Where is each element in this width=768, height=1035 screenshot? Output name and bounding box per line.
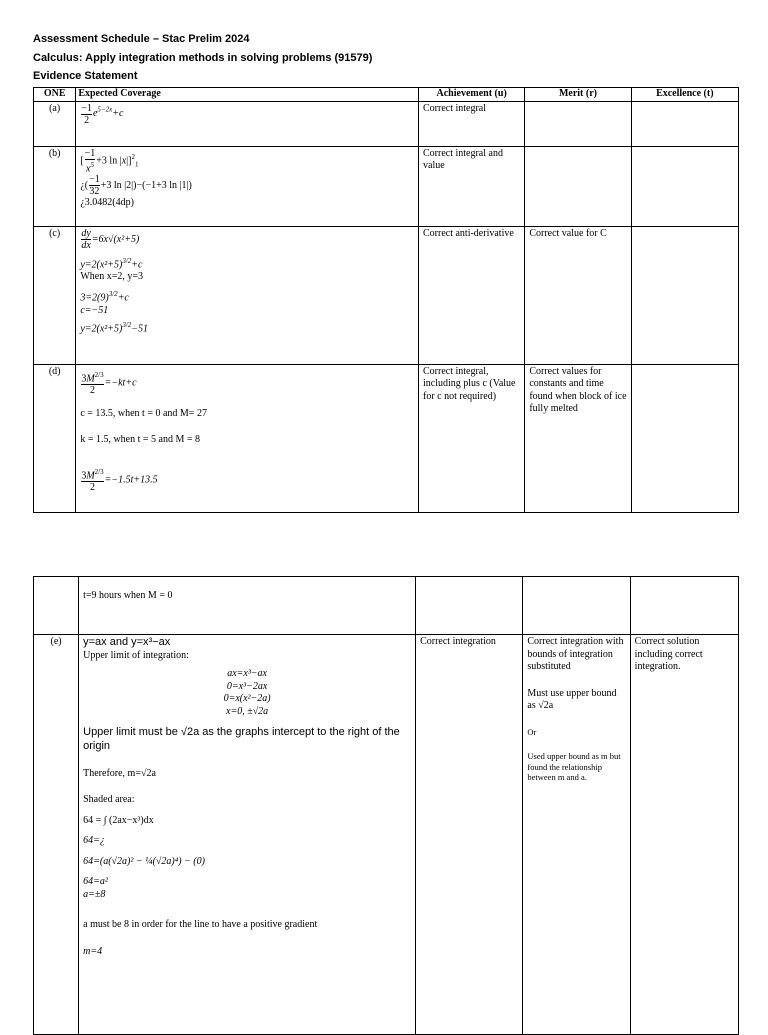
e-m4: m=4: [83, 945, 103, 957]
exc-c: [631, 226, 738, 364]
col-excellence: Excellence (t): [631, 88, 738, 102]
merit-e-4: Used upper bound as m but found the relationship between m and a.: [527, 751, 621, 783]
row-d-continued: [34, 577, 739, 635]
merit-c: Correct value for C: [525, 226, 631, 364]
exc-d: [631, 364, 738, 512]
ach-e: Correct integration: [416, 635, 523, 1035]
e-therefore: Therefore, m=√2a: [83, 767, 156, 779]
label-d: (d): [34, 364, 76, 512]
coverage-a: $\frac{-1}{2}$ $e^{5-2x}+c$: [76, 101, 419, 146]
e-line1: y=ax and y=x³−ax: [83, 636, 171, 648]
label-cont: [34, 577, 79, 635]
merit-e-3: Or: [527, 726, 537, 737]
row-d: [34, 364, 739, 512]
row-b: [34, 146, 739, 226]
coverage-c: $\frac{dy}{dx}$ =6x√(x²+5) $y=2(x^2+5)^{3/2}+c$ When x=2, y=3 $3=2(9)^{3/2}+c$ c=−51 $y=2(x^2+5)^{3/2}-51$: [76, 226, 419, 364]
schedule-table-1: [33, 87, 739, 513]
doc-title: Assessment Schedule – Stac Prelim 2024: [33, 33, 250, 45]
e-step3: 0=x(x²−2a): [223, 693, 271, 705]
row-a: [34, 101, 739, 146]
cval-c: c=−51: [80, 304, 109, 316]
merit-a: [525, 101, 631, 146]
coverage-e: [79, 635, 416, 1035]
ach-d: Correct integral, including plus c (Value for c not required): [419, 364, 525, 512]
col-expected: Expected Coverage: [76, 88, 419, 102]
e-eq64b: 64=(a(√2a)² − ¼(√2a)⁴) − (0): [83, 855, 205, 867]
row-e: [34, 635, 739, 1035]
row-c: [34, 226, 739, 364]
e-eq64: 64=¿: [83, 835, 105, 847]
ach-c: Correct anti-derivative: [419, 226, 525, 364]
col-merit: Merit (r): [525, 88, 631, 102]
ach-b: Correct integral and value: [419, 146, 525, 226]
e-step1: ax=x³−ax: [227, 668, 267, 680]
e-eq64c: 64=a²: [83, 876, 108, 888]
result-b: ¿3.0482(4dp): [80, 196, 134, 208]
e-integral: 64 = ∫ (2ax−x³)dx: [83, 814, 154, 826]
e-step2: 0=x³−2ax: [226, 680, 268, 692]
label-a: (a): [34, 101, 76, 146]
exc-a: [631, 101, 738, 146]
doc-subtitle: Calculus: Apply integration methods in solving problems (91579): [33, 52, 373, 64]
coverage-d: $\frac{3M^{2/3}}{2}$ =−kt+c c = 13.5, when t = 0 and M= 27 k = 1.5, when t = 5 and M = 8 $\frac{3M^{2/3}}{2}$ =−1.5t+13.5: [76, 364, 419, 512]
header-row: [34, 88, 739, 102]
line-c-d: c = 13.5, when t = 0 and M= 27: [80, 407, 207, 419]
e-shaded: Shaded area:: [83, 794, 135, 806]
merit-e: [523, 635, 630, 1035]
col-one: ONE: [34, 88, 76, 102]
merit-cont: [523, 577, 630, 635]
e-upper: Upper limit must be √2a as the graphs intercept to the right of the origin: [83, 726, 400, 752]
label-e: (e): [34, 635, 79, 1035]
ach-cont: [416, 577, 523, 635]
merit-b: [525, 146, 631, 226]
label-c: (c): [34, 226, 76, 364]
line-k-d: k = 1.5, when t = 5 and M = 8: [80, 434, 200, 446]
exc-cont: [630, 577, 738, 635]
coverage-b: [ $\frac{-1}{x^5}$ +3 ln |x|]$^2_1$ ¿( $\frac{-1}{32}$ +3 ln |2|)−(−1+3 ln |1|) ¿3.0482(4dp): [76, 146, 419, 226]
merit-e-2: Must use upper bound as √2a: [527, 687, 617, 711]
e-line2: Upper limit of integration:: [83, 649, 189, 661]
e-aval: a=±8: [83, 888, 106, 900]
t9-line: t=9 hours when M = 0: [83, 590, 173, 601]
coverage-cont: [79, 577, 416, 635]
ach-a: Correct integral: [419, 101, 525, 146]
exc-e: Correct solution including correct integration.: [630, 635, 738, 1035]
exc-b: [631, 146, 738, 226]
evidence-heading: Evidence Statement: [33, 70, 138, 82]
merit-d: Correct values for constants and time found when block of ice fully melted: [525, 364, 631, 512]
when-c: When x=2, y=3: [80, 271, 143, 283]
e-step4: x=0, ±√2a: [226, 705, 269, 717]
e-must8: a must be 8 in order for the line to have a positive gradient: [83, 919, 318, 931]
schedule-table-2: [33, 576, 739, 1035]
col-achievement: Achievement (u): [419, 88, 525, 102]
merit-e-1: Correct integration with bounds of integration substituted: [527, 636, 624, 672]
label-b: (b): [34, 146, 76, 226]
